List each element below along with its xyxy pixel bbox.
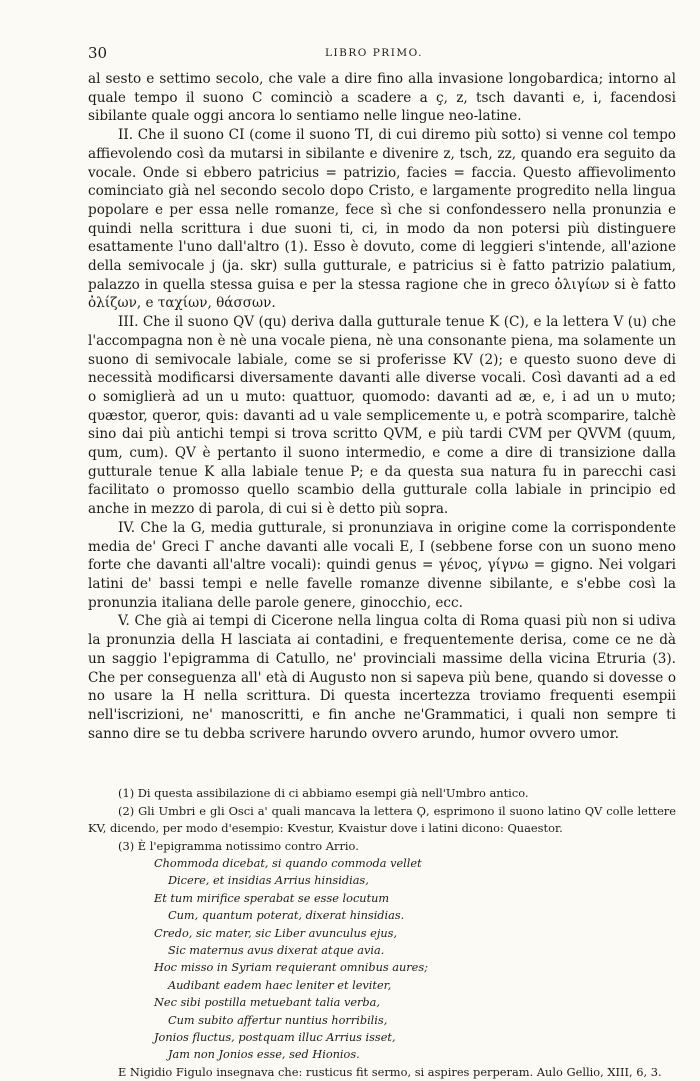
paragraph-iii: III. Che il suono QV (qu) deriva dalla gutturale tenue K (C), e la lettera V (u) che l'accompagna non è nè una vocale piena, nè una consonante piena, ma solamente un suono di semivocale labiale, come se si proferisse KV (2); e questo suono deve di necessità modificarsi diversamente davanti alle diverse vocali. Così davanti ad a ed o somiglierà ad un u muto: quattuor, quomodo: davanti ad æ, e, i ad un υ muto; qυæstor, qυeror, qυis: davanti ad u vale semplicemente u, e potrà scomparire, talchè sino dai più antichi tempi si trova scritto QVM, e più tardi CVM per QVVM (quum, qum, cum). QV è pertanto il suono intermedio, e come a dire di transizione dalla gutturale tenue K alla labiale tenue P; e da questa sua natura fu in parecchi casi facilitato o promosso quello scambio della gutturale colla labiale in principio ed anche in mezzo di parola, di cui si è detto più sopra. <box>88 314 676 518</box>
paragraph-iv: IV. Che la G, media gutturale, si pronunziava in origine come la corrispondente media de' Greci Γ anche davanti alle vocali E, I (sebbene forse con un suono meno forte che davanti all'altre vocali): quindi genus = γένος, γίγνω = gigno. Nei volgari latini de' bassi tempi e nelle favelle romanze divenne sibilante, e s'ebbe così la pronunzia italiana delle parole genere, ginocchio, ecc. <box>88 519 676 611</box>
footnote-2: (2) Gli Umbri e gli Osci a' quali mancava la lettera Ϙ, esprimono il suono latino QV colle lettere KV, dicendo, per modo d'esempio: Kvestur, Kvaistur dove i latini dicono: Quaestor. <box>88 803 676 836</box>
paragraph-continuation: al sesto e settimo secolo, che vale a dire fino alla invasione longobardica; intorno al quale tempo il suono C cominciò a scadere a ç, z, tsch davanti e, i, facendosi sibilante quale oggi ancora lo sentiamo nelle lingue neo-latine. <box>88 71 676 125</box>
verse-line: Chommoda dicebat, si quando commoda vellet <box>154 856 422 870</box>
verse-line: Et tum mirifice sperabat se esse locutum <box>154 891 390 905</box>
verse-line: Dicere, et insidias Arrius hinsidias, <box>168 874 369 888</box>
verse-line: Credo, sic mater, sic Liber avunculus ejus, <box>154 926 398 940</box>
page-number: 30 <box>88 44 108 62</box>
verse-line: Jonios fluctus, postquam illuc Arrius isset, <box>154 1031 396 1044</box>
catullus-epigram <box>154 855 676 1064</box>
paragraph-v: V. Che già ai tempi di Cicerone nella lingua colta di Roma quasi più non si udiva la pronunzia della H lasciata ai contadini, e frequentemente derisa, come ce ne dà un saggio l'epigramma di Catullo, ne' provinciali massime della vicina Etruria (3). Che per conseguenza all' età di Augusto non si sapeva più bene, quando si dovesse o no usare la H nella scrittura. Di questa incertezza troviamo frequenti esempii nell'iscrizioni, ne' manoscritti, e fin anche ne'Grammatici, i quali non sempre ti sanno dire se tu debba scrivere harundo ovvero arundo, humor ovvero umor. <box>88 613 676 742</box>
verse-line: Cum, quantum poterat, dixerat hinsidias. <box>168 909 405 923</box>
paragraph-ii: II. Che il suono CI (come il suono TI, di cui diremo più sotto) si venne col tempo affievolendo così da mutarsi in sibilante e divenire z, tsch, zz, quando era seguito da vocale. Onde si ebbero patricius = patrizio, facies = faccia. Questo affievolimento cominciato già nel secondo secolo dopo Cristo, e largamente progredito nella lingua popolare e per essa nelle romanze, fece sì che si confondessero nella pronunzia e quindi nella scrittura i due suoni ti, ci, in modo da non potersi più distinguere esattamente l'uno dall'altro (1). Esso è dovuto, come di leggieri s'intende, all'azione della semivocale j (ja. skr) sulla gutturale, e patricius si è fatto patrizio palatium, palazzo in quella stessa guisa e per la stessa ragione che in greco ὀλιγίων si è fatto ὀλίζων, e ταχίων, θάσσων. <box>88 127 676 312</box>
verse-line: Hoc misso in Syriam requierant omnibus aures; <box>154 961 428 975</box>
verse-line: Nec sibi postilla metuebant talia verba, <box>154 996 380 1010</box>
running-title: LIBRO PRIMO. <box>325 47 423 59</box>
footnote-gellius: E Nigidio Figulo insegnava che: rusticus fit sermo, si aspires perperam. Aulo Gellio, XIII, 6, 3. <box>118 1064 662 1079</box>
footnote-1: (1) Di questa assibilazione di ci abbiamo esempi già nell'Umbro antico. <box>118 786 529 801</box>
verse-line: Cum subito affertur nuntius horribilis, <box>168 1013 388 1027</box>
verse-line: Audibant eadem haec leniter et leviter, <box>168 978 392 992</box>
page-header <box>88 44 660 70</box>
footnotes <box>88 785 676 1081</box>
footnote-3: (3) È l'epigramma notissimo contro Arrio. <box>118 838 359 853</box>
verse-line: Jam non Jonios esse, sed Hionios. <box>168 1048 360 1062</box>
verse-line: Sic maternus avus dixerat atque avia. <box>168 943 385 957</box>
main-text <box>88 70 676 743</box>
